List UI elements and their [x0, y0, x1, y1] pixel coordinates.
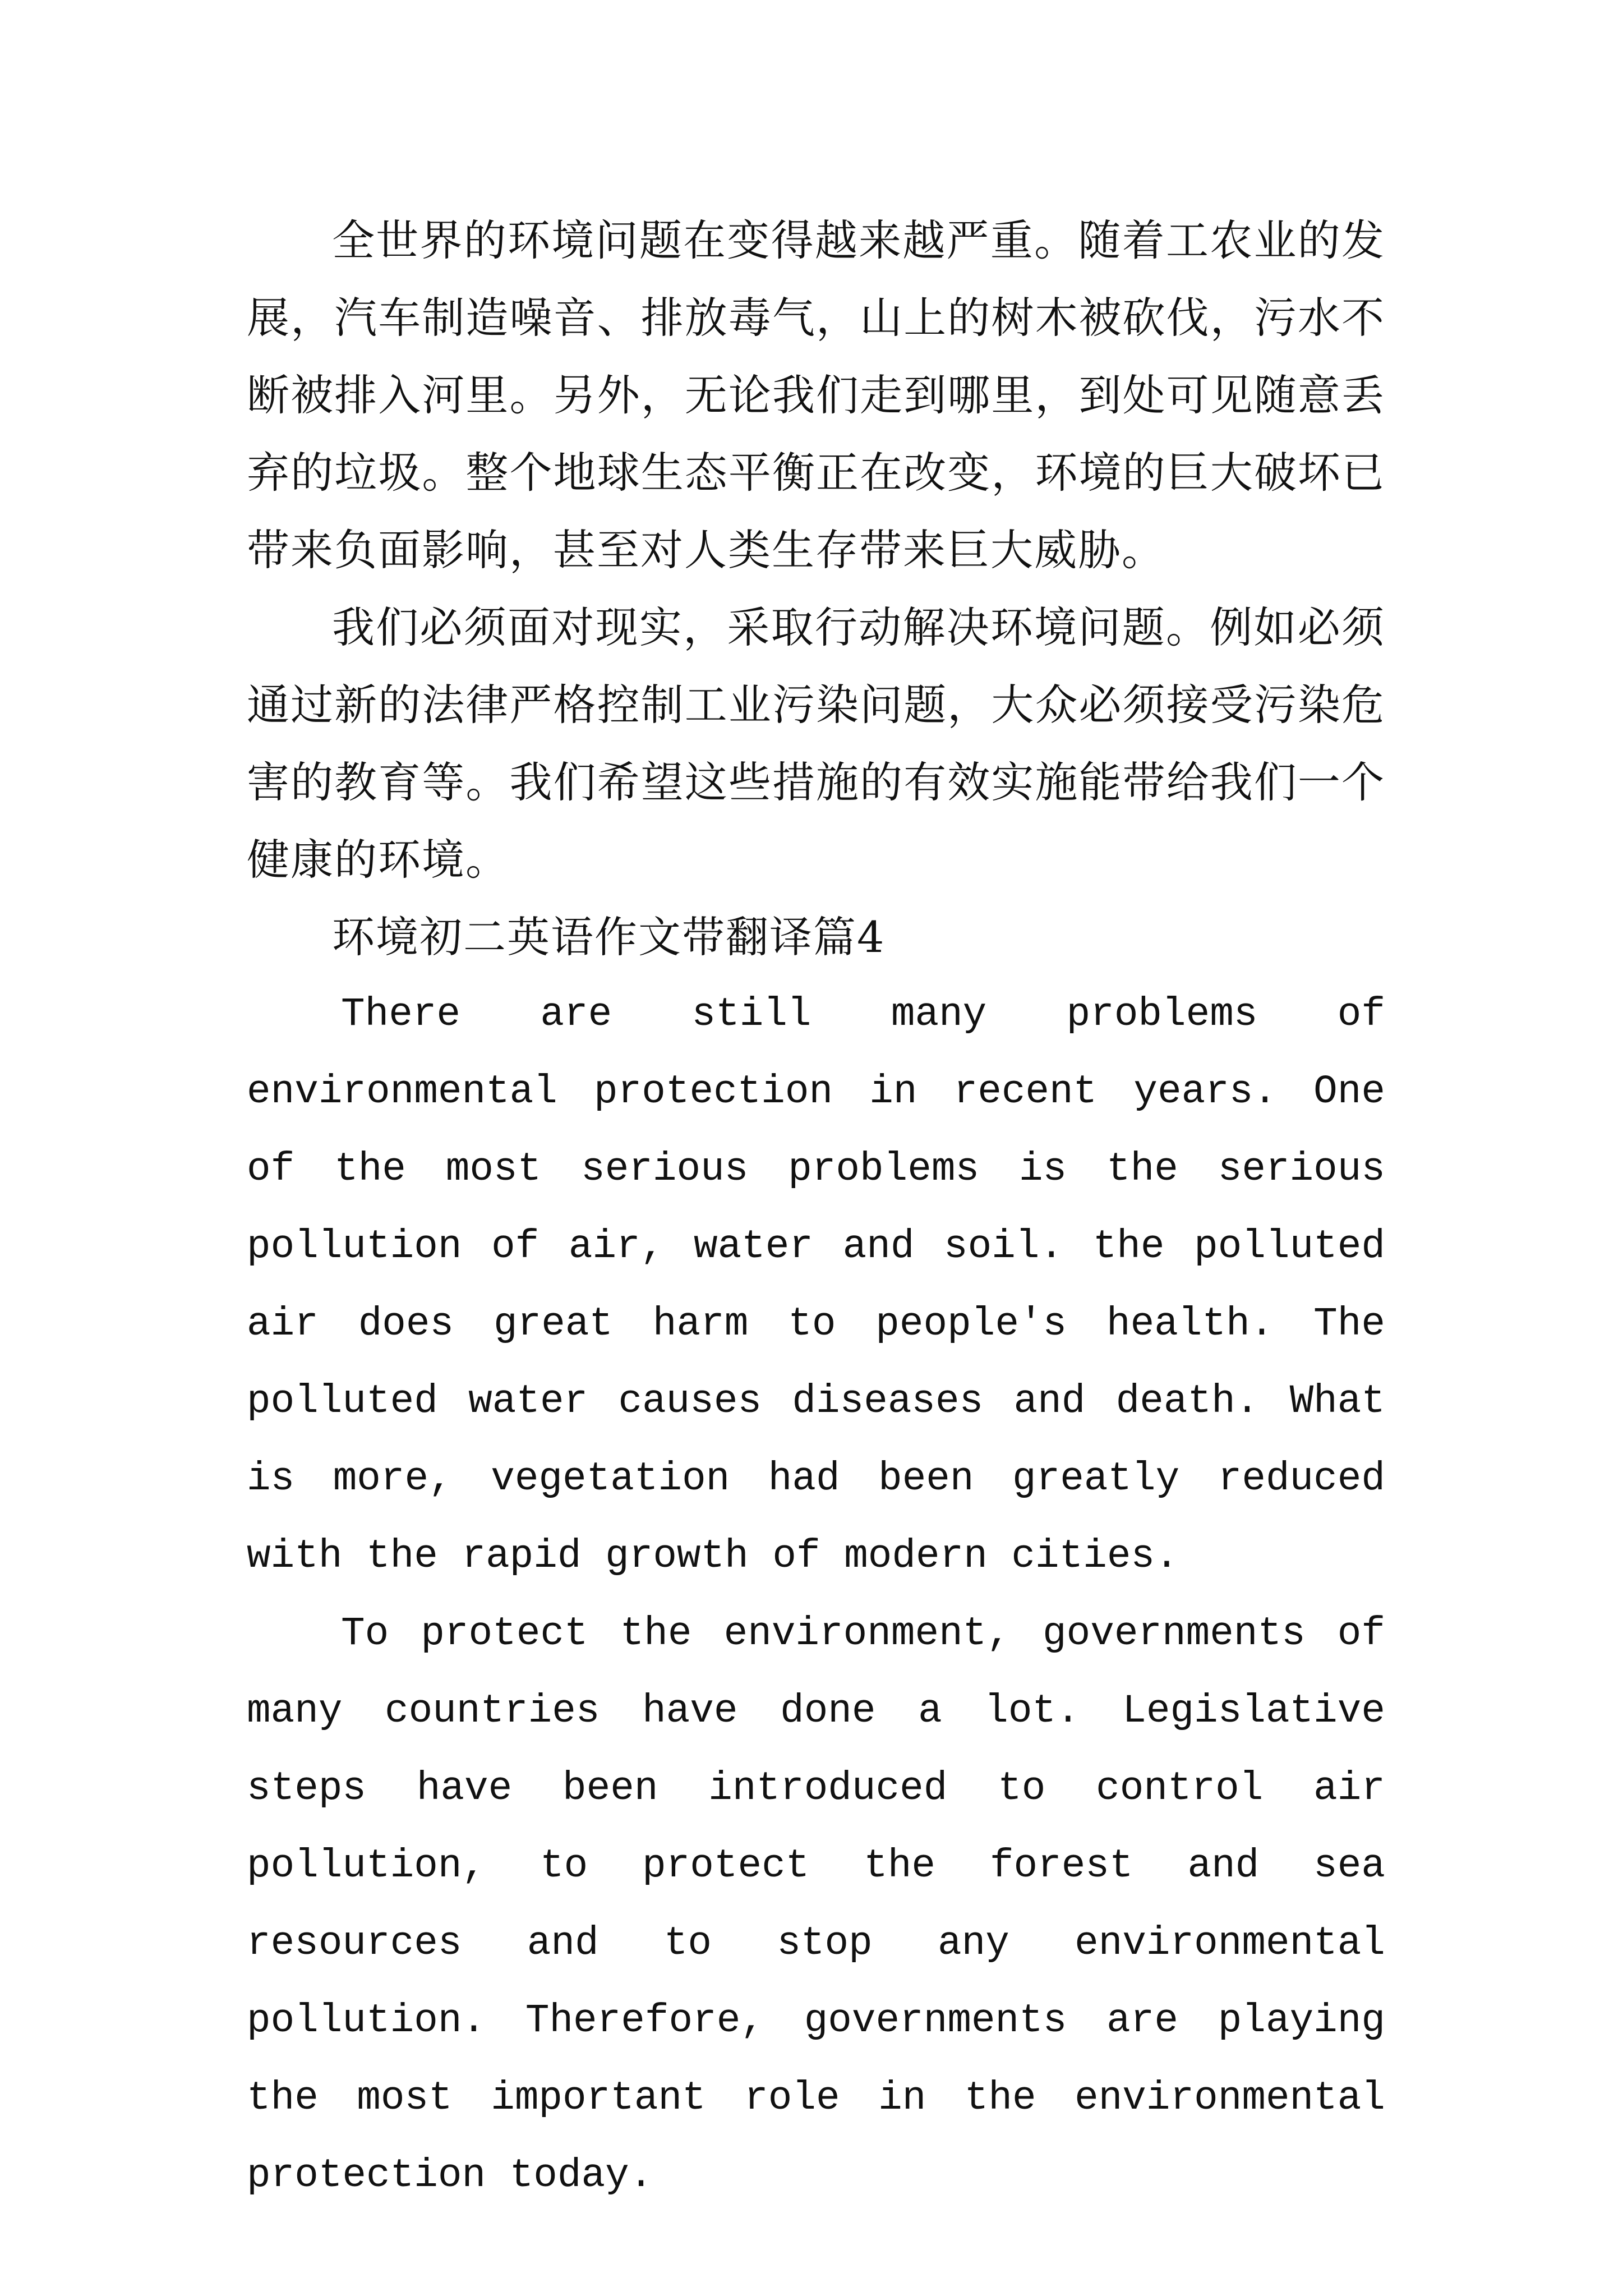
paragraph-en-1: There are still many problems of environmental protection in recent years. One of the most serious problems is the serious pollution of air, water and soil. the polluted air does great harm to people's health. The polluted water causes diseases and death. What is more, vegetation had been greatly reduced with the rapid growth of modern cities. — [247, 992, 1385, 1579]
paragraph-cn-2: 我们必须面对现实，采取行动解决环境问题。例如必须通过新的法律严格控制工业污染问题，大众必须接受污染危害的教育等。我们希望这些措施的有效实施能带给我们一个健康的环境。 — [247, 602, 1385, 885]
paragraph-en-2: To protect the environment, governments of many countries have done a lot. Legislative steps have been introduced to control air pollution, to protect the forest and sea resources and to stop any environmental pollution. Therefore, governments are playing the most important role in the environmental protection today. — [247, 1612, 1385, 2198]
section-heading: 环境初二英语作文带翻译篇4 — [332, 912, 886, 962]
paragraph-cn-1: 全世界的环境问题在变得越来越严重。随着工农业的发展，汽车制造噪音、排放毒气，山上的树木被砍伐，污水不断被排入河里。另外，无论我们走到哪里，到处可见随意丢弃的垃圾。整个地球生态平衡正在改变，环境的巨大破坏已带来负面影响，甚至对人类生存带来巨大威胁。 — [247, 215, 1385, 575]
document-body — [247, 202, 1385, 2215]
